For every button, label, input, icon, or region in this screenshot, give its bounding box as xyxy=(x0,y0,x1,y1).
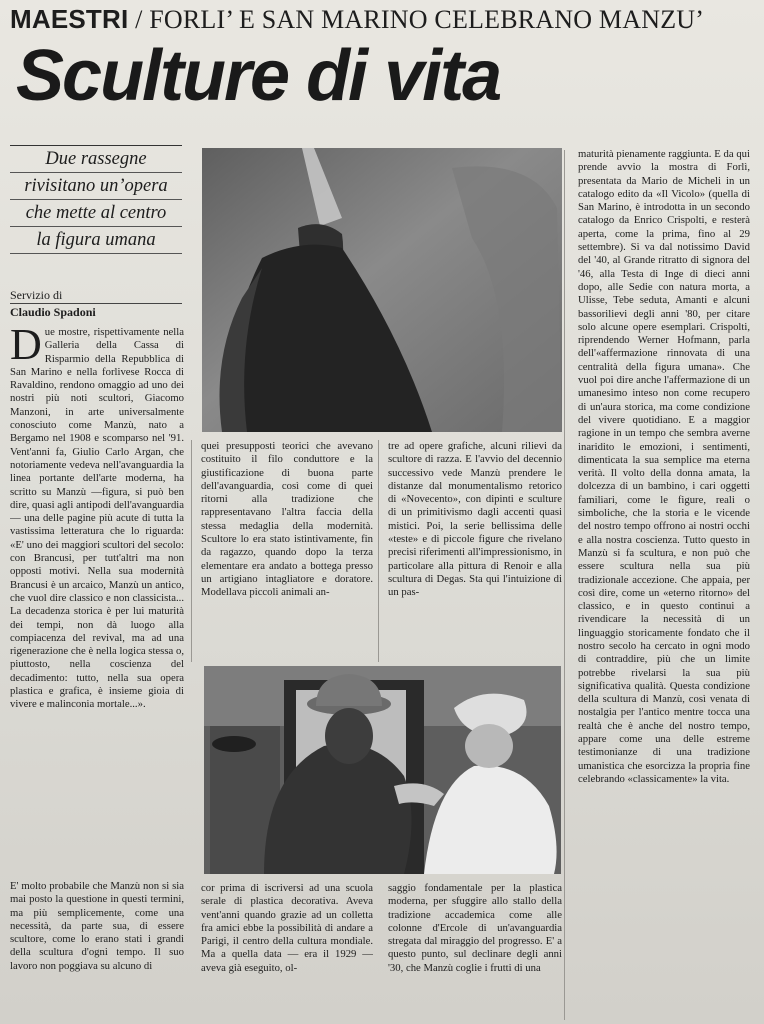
column-1-text: ue mostre, rispettivamente nella Galleria della Cassa di Risparmio della Repubblica di San Marino e nella forlivese Rocca di Ravaldino, rendono omaggio ad uno dei nostri più noti scultori, Giacomo Manzoni, in arte universalmente conosciuto come Manzù, nato a Bergamo nel 1908 e scomparso nel '91. Vent'anni fa, Giulio Carlo Argan, che notoriamente vedeva nell'avanguardia la linea portante dell'arte moderna, ha scritto su Manzù —figura, si può ben dire, quasi agli antipodi dell'avanguardia — una delle pagine più acute di tutta la vastissima letteratura che lo riguarda: «E' uno dei maggiori scultori del secolo: con Brancusi, per tutt'altri ma non opposti motivi. Nella sua modernità Brancusi è un arcaico, Manzù un antico, che vuol dire classico e non classicista... La decadenza storica è per lui maturità dei tempi, non dà luogo alla compiacenza del revival, ma ad una rigenerazione che è nella logica stessa o, piuttosto, nella coscienza del decadimento: tutto, nella sua opera plastica e grafica, è insieme gioia di vivere e malinconia mortale...». xyxy=(10,326,184,711)
column-3-top xyxy=(388,440,562,662)
column-4 xyxy=(578,148,750,1020)
column-divider xyxy=(564,150,565,1020)
manzu-photo xyxy=(204,666,561,874)
column-1b-text: E' molto probabile che Manzù non si sia mai posto la questione in questi termini, ma più semplicemente, come una necessità, da parte sua, di essere scultore, come lo erano stati i grandi della scultura d'ogni tempo. Il suo lavoro non poggiava su alcuno di xyxy=(10,880,184,972)
deck-line: la figura umana xyxy=(10,227,182,254)
column-1-continued xyxy=(10,880,184,1020)
column-1 xyxy=(10,326,184,878)
kicker-text: / FORLI’ E SAN MARINO CELEBRANO MANZU’ xyxy=(128,5,705,34)
headline: Sculture di vita xyxy=(16,36,501,116)
byline xyxy=(10,288,182,320)
column-divider xyxy=(378,440,379,662)
column-2-bottom-text: cor prima di iscriversi ad una scuola serale di plastica decorativa. Aveva vent'anni quando grazie ad un colletta fra amici ebbe la possibilità di andare a Parigi, il centro della cultura mondiale. Ma a quella data — era il 1929 — aveva già eseguito, ol- xyxy=(201,882,373,974)
manzu-image xyxy=(204,666,561,874)
byline-name: Claudio Spadoni xyxy=(10,305,96,319)
column-divider xyxy=(191,440,192,662)
deck-line: Due rassegne xyxy=(10,146,182,173)
column-4-text: maturità pienamente raggiunta. E da qui prende avvio la mostra di Forlì, presentata da Mario de Micheli in un catalogo edito da «Il Vicolo» (quella di San Marino, è introdotta in un secondo catalogo da Enrico Crispolti, e resterà aperta, come la prima, fino al 29 settembre). Si va dal notissimo David del '40, al Grande ritratto di signora del '46, alla Testa di Inge di dieci anni dopo, alle Sedie con natura morta, a Ulisse, Tebe seduta, Amanti e alcuni bassorilievi degli anni '80, per citare solo alcune opere esemplari. Crispolti, riprendendo Werner Hofmann, parla dell'«affermazione rinnovata di una centralità della figura umana». Che vuol poi dire anche l'affermazione di un umanesimo inteso non come recupero di un'aura storica, ma come condizione del vivere quotidiano. E a maggior ragione in un tempo che sembra averne inaridito le emozioni, i sentimenti, dimenticata la sua semplice ma eterna verità. Il volto della donna amata, la dolcezza di un bambino, i cari oggetti familiari, come le figure, reali o simboliche, che la storia e le vicende del nostro tempo offrono ai nostri occhi e alla nostra coscienza. Tutto questo in Manzù si fa scultura, e non può che essere scultura nella sua più tradizionale accezione. Che appaia, per così dire, come un «eterno ritorno» del classico, e in questo continui a rivendicare la necessità di un linguaggio storicamente fondato che il nostro secolo ha cercato in ogni modo di contraddire, più che un limite potrebbe rivelarsi la sua più significativa qualità. Questa condizione della scultura di Manzù, così venata di nostalgia per l'antico mentre tocca una realtà che è anche del nostro tempo, appare come una delle estreme testimonianze di una tradizione umanistica che esorcizza la propria fine celebrando «classicamente» la vita. xyxy=(578,148,750,785)
column-3-top-text: tre ad opere grafiche, alcuni rilievi da scultore di razza. E l'avvio del decennio successivo vede Manzù prendere le distanze dal monumentalismo retorico di «Novecento», con dipinti e sculture di un primitivismo dagli accenti quasi mistici. Poi, la serie bellissima delle «teste» e di piccole figure che rivelano precisi riferimenti all'impressionismo, in particolare alla pittura di Renoir e alla scultura di Degas. Sta qui l'intuizione di un pas- xyxy=(388,440,562,599)
column-2-top-text: quei presupposti teorici che avevano costituito il filo conduttore e la giustificazione di buona parte dell'avanguardia, così come di quei ritorni alla tradizione che rappresentavano l'altra faccia della stessa medaglia della modernità. Scultore lo era stato istintivamente, fin da ragazzo, quando dopo la terza elementare era andato a bottega presso un artigiano intagliatore e doratore. Modellava piccoli animali an- xyxy=(201,440,373,599)
deck xyxy=(10,145,182,254)
column-3-bottom-text: saggio fondamentale per la plastica moderna, per sfuggire allo stallo della tradizione accademica come alle colonne d'Ercole di un'avanguardia stregata dal miraggio del progresso. E' a questo punto, sul declinare degli anni '30, che Manzù coglie i frutti di una xyxy=(388,882,562,974)
sculpture-image xyxy=(202,148,562,432)
drop-cap: D xyxy=(10,326,42,369)
deck-line: rivisitano un’opera xyxy=(10,173,182,200)
sculpture-photo xyxy=(202,148,562,432)
kicker-section: MAESTRI xyxy=(10,4,129,34)
byline-label: Servizio di xyxy=(10,288,182,304)
column-2-top xyxy=(201,440,373,662)
deck-line: che mette al centro xyxy=(10,200,182,227)
column-2-bottom xyxy=(201,882,373,1020)
column-3-bottom xyxy=(388,882,562,1020)
